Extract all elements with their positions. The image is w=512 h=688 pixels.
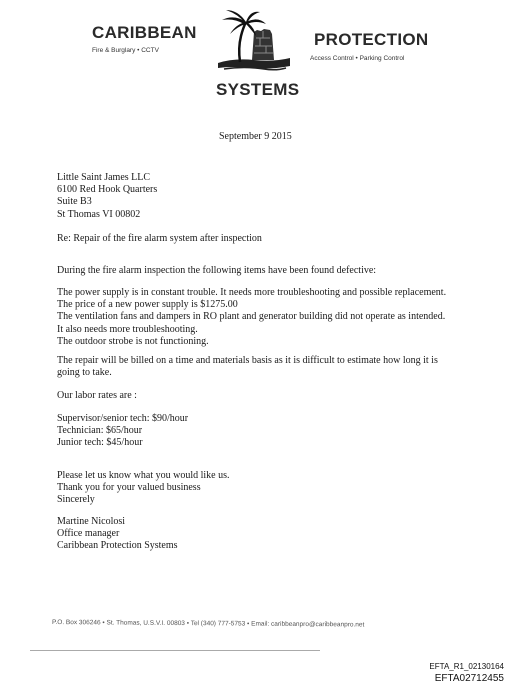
signer-company: Caribbean Protection Systems — [57, 540, 178, 552]
defect-line: It also needs more troubleshooting. — [57, 323, 198, 335]
billing-line: The repair will be billed on a time and materials basis as it is difficult to estimate how long it is — [57, 355, 438, 366]
closing-line: Please let us know what you would like us. — [57, 470, 230, 481]
defect-line: The outdoor strobe is not functioning. — [57, 335, 209, 347]
recipient-line: 6100 Red Hook Quarters — [57, 184, 158, 196]
defect-line: The power supply is in constant trouble. It needs more troubleshooting and possible replacement. — [57, 287, 447, 298]
defect-line: The ventilation fans and dampers in RO plant and generator building did not operate as intended. — [57, 311, 446, 323]
recipient-line: Suite B3 — [57, 196, 92, 208]
letterhead-left-services: Fire & Burglary • CCTV — [92, 47, 159, 54]
letter-subject: Re: Repair of the fire alarm system after inspection — [57, 233, 262, 244]
letterhead-systems: SYSTEMS — [216, 80, 300, 99]
signer-name: Martine Nicolosi — [57, 516, 126, 527]
rate-line: Supervisor/senior tech: $90/hour — [57, 413, 189, 424]
billing-line: going to take. — [57, 367, 112, 379]
bates-number-primary: EFTA_R1_02130164 — [429, 662, 504, 671]
signature-block — [57, 516, 178, 553]
recipient-line: St Thomas VI 00802 — [57, 208, 141, 220]
letterhead-protection: PROTECTION — [314, 30, 429, 49]
defects-paragraph — [57, 287, 446, 348]
billing-paragraph — [57, 355, 438, 379]
letterhead-right-services: Access Control • Parking Control — [310, 55, 405, 62]
rates-intro: Our labor rates are : — [57, 390, 137, 401]
defect-line: The price of a new power supply is $1275.00 — [57, 299, 238, 311]
rate-line: Technician: $65/hour — [57, 425, 143, 437]
signer-title: Office manager — [57, 528, 120, 540]
labor-rates-list — [57, 413, 188, 450]
rate-line: Junior tech: $45/hour — [57, 437, 143, 449]
bates-number-secondary: EFTA02712455 — [434, 673, 504, 684]
letter-date: September 9 2015 — [219, 131, 292, 142]
recipient-address — [57, 172, 157, 221]
closing-line: Thank you for your valued business — [57, 482, 201, 494]
closing-line: Sincerely — [57, 494, 95, 506]
closing-paragraph — [57, 470, 229, 507]
letterhead-footer-contact: P.O. Box 306246 • St. Thomas, U.S.V.I. 00803 • Tel (340) 777-5753 • Email: caribbeanpro@caribbeanpro.net — [51, 619, 365, 629]
palm-tree-beach-logo-icon — [214, 8, 294, 74]
letterhead-caribbean: CARIBBEAN — [92, 23, 197, 42]
letter-intro: During the fire alarm inspection the following items have been found defective: — [57, 265, 377, 276]
recipient-line: Little Saint James LLC — [57, 172, 151, 183]
footer-divider — [30, 650, 320, 651]
